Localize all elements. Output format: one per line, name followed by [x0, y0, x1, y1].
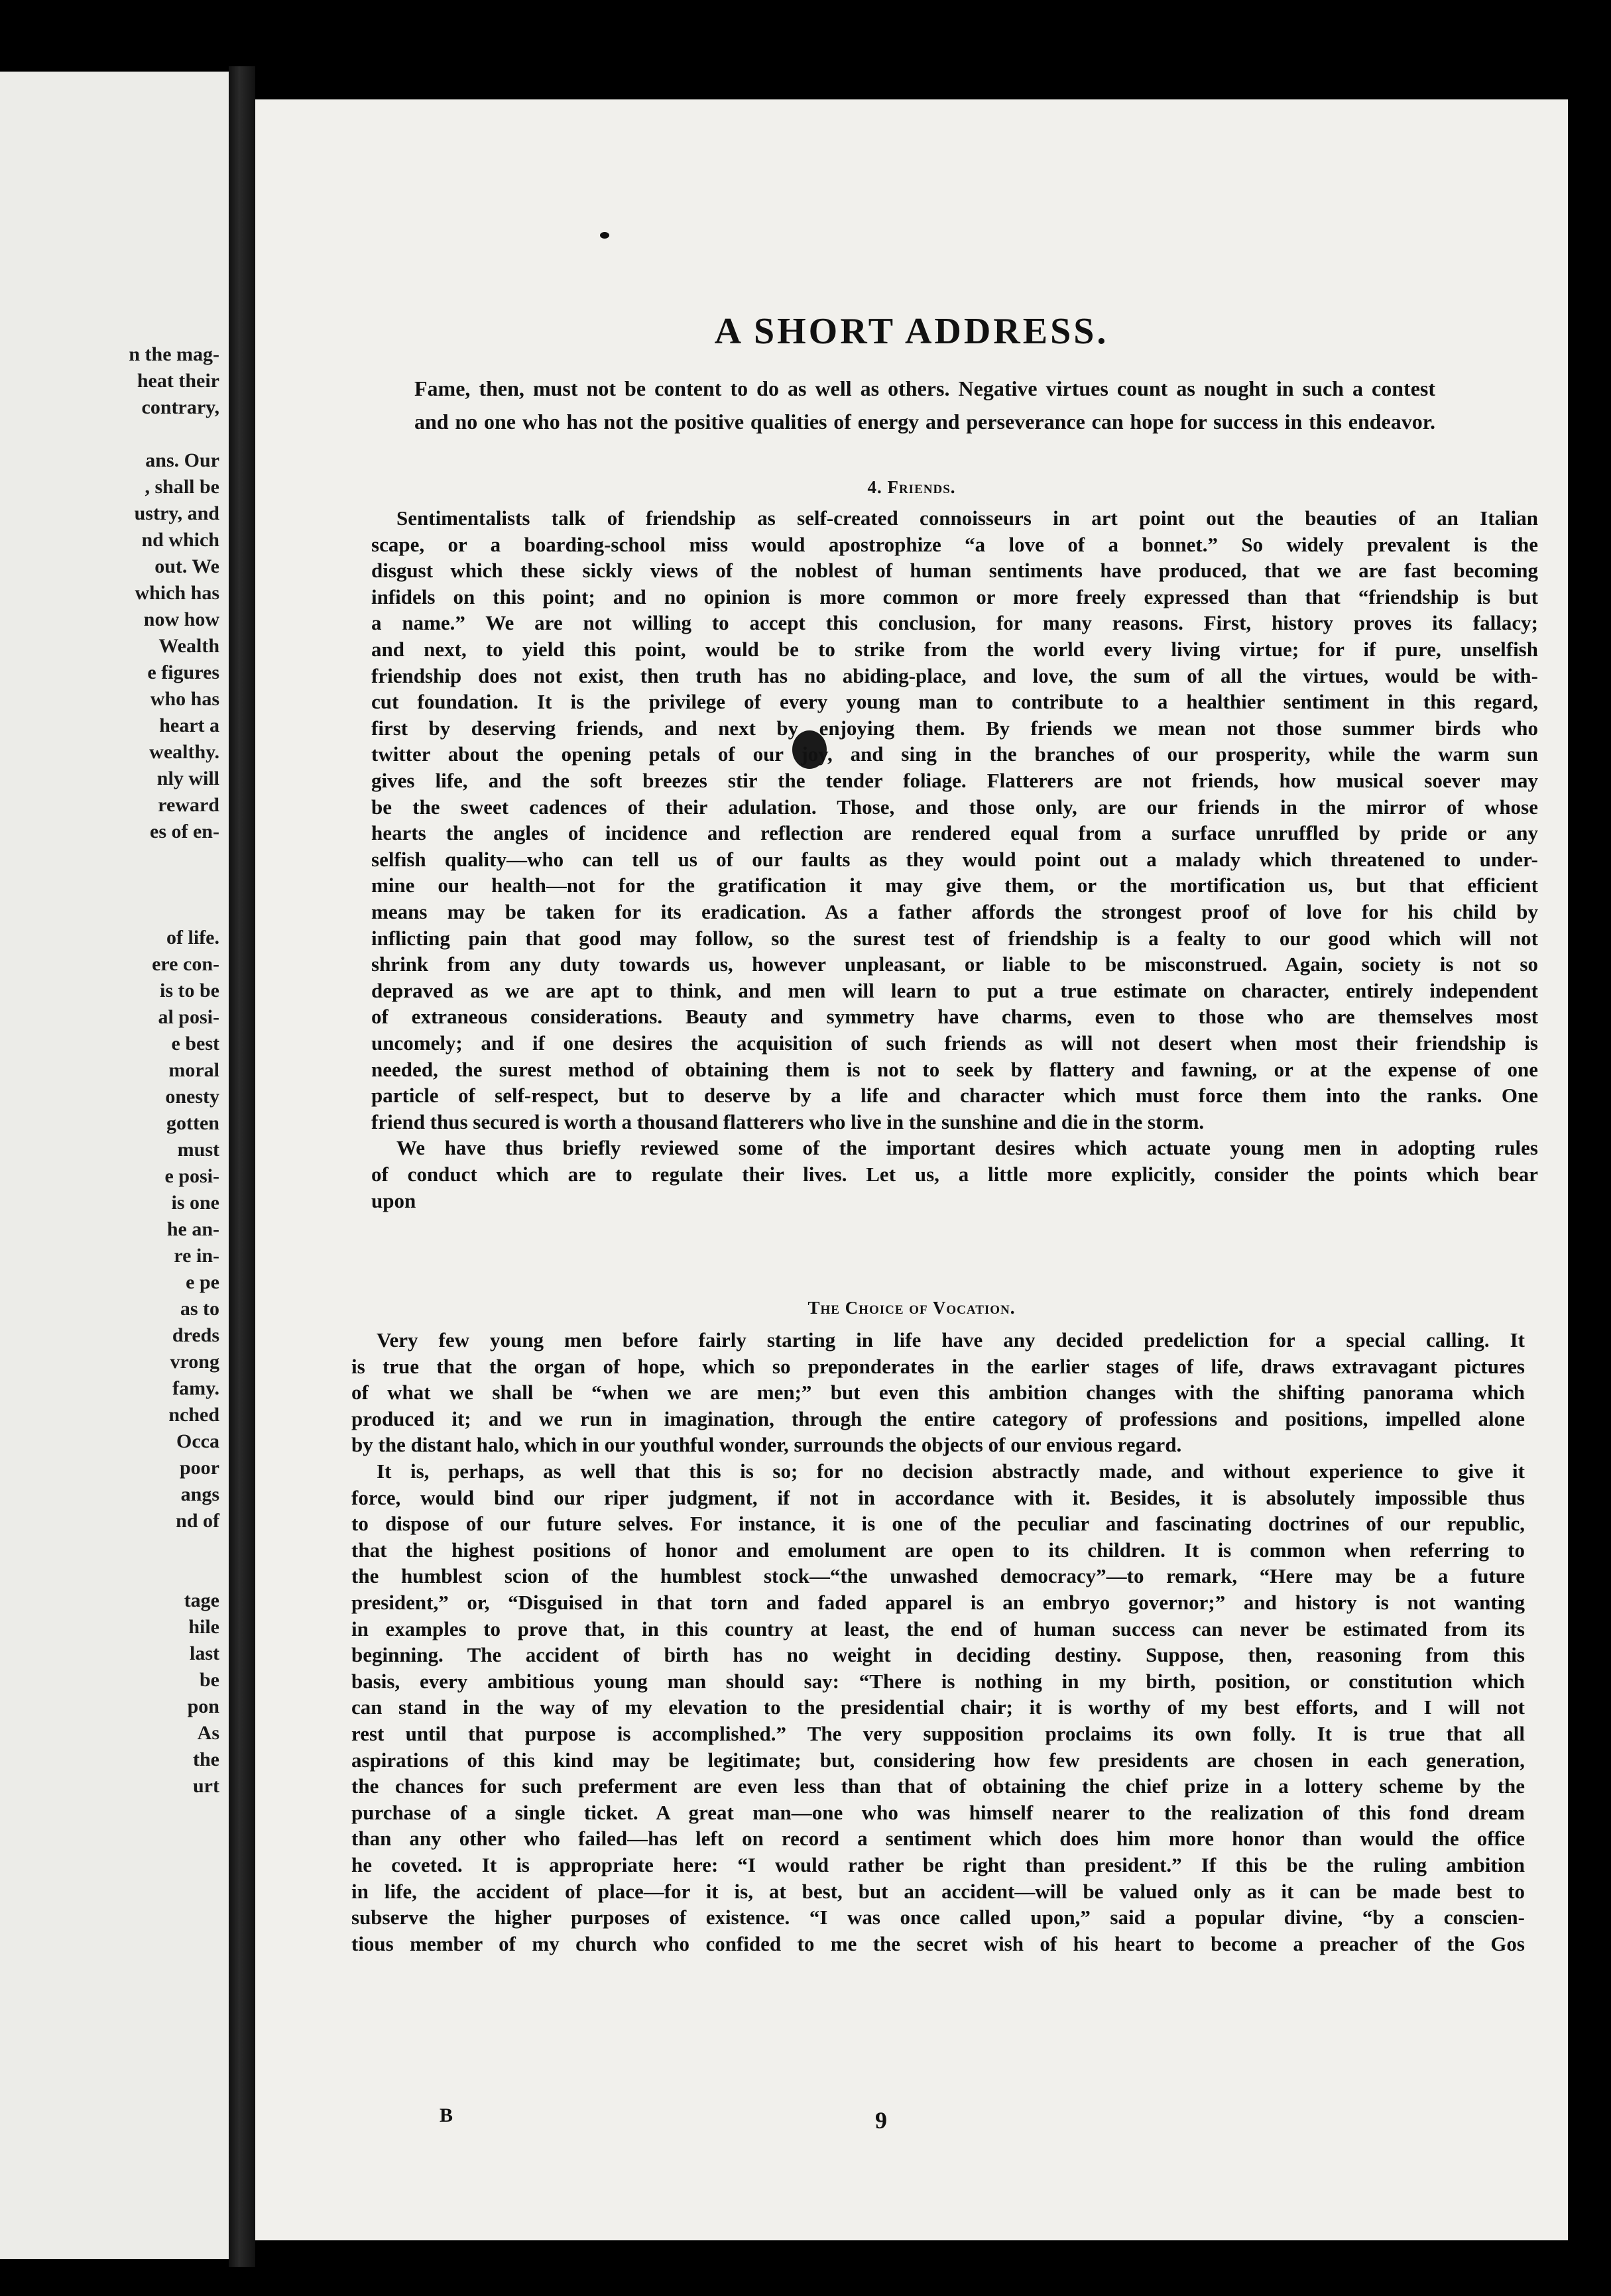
facing-page-line: vrong — [170, 1351, 219, 1373]
text-line: mine our health—not for the gratification it may give them, or the mortification us, but that efficient — [371, 874, 1538, 897]
text-line: We have thus briefly reviewed some of the important desires which actuate young men in adopting rules — [396, 1136, 1538, 1160]
facing-page-line: Occa — [176, 1430, 219, 1452]
text-line: inflicting pain that good may follow, so the surest test of friendship is a fealty to our good which will not — [371, 926, 1538, 950]
text-line: means may be taken for its eradication. As a father affords the strongest proof of love for his child by — [371, 900, 1538, 923]
text-line: friendship does not exist, then truth has no abiding-place, and love, the sum of all the virtues, would be with- — [371, 663, 1538, 687]
text-line: Very few young men before fairly starting in life have any decided predeliction for a special calling. It — [377, 1328, 1525, 1351]
text-line: in life, the accident of place—for it is, at best, but an accident—will be valued only as it can be made best to — [351, 1879, 1525, 1903]
text-line: be the sweet cadences of their adulation. Those, and those only, are our friends in the mirror of whose — [371, 795, 1538, 819]
text-line: friend thus secured is worth a thousand flatterers who live in the sunshine and die in the storm. — [371, 1110, 1205, 1133]
text-line: beginning. The accident of birth has no weight in deciding destiny. Suppose, then, reasoning from this — [351, 1643, 1525, 1667]
facing-page-line: now how — [143, 608, 219, 630]
text-line: produced it; and we run in imagination, through the entire category of professions and positions, impelled alone — [351, 1406, 1525, 1430]
facing-page-line: As — [197, 1722, 219, 1744]
printer-ornament — [600, 232, 609, 239]
text-line: selfish quality—who can tell us of our faults as they would point out a malady which threatened to under- — [371, 847, 1538, 871]
facing-page-line: nched — [168, 1404, 219, 1426]
facing-page-line: es of en- — [150, 821, 219, 842]
text-line: Sentimentalists talk of friendship as self-created connoisseurs in art point out the beauties of an Italian — [396, 506, 1538, 530]
facing-page-line: famy. — [172, 1377, 219, 1399]
facing-page-line: , shall be — [145, 476, 219, 498]
text-line: by the distant halo, which in our youthful wonder, surrounds the objects of our envious regard. — [351, 1433, 1182, 1457]
facing-page-line: who has — [150, 688, 219, 710]
text-line: that the highest positions of honor and emolument are open to its children. It is common when referring to — [351, 1538, 1525, 1562]
text-line: subserve the higher purposes of existence. “I was once called upon,” said a popular divine, “by a conscien- — [351, 1906, 1525, 1929]
text-line: to dispose of our future selves. For instance, it is one of the peculiar and fascinating doctrines of our republic, — [351, 1512, 1525, 1536]
section-heading: The Choice of Vocation. — [807, 1298, 1016, 1318]
facing-page-line: hile — [188, 1616, 219, 1638]
facing-page-line: must — [177, 1139, 219, 1161]
facing-page-line: nd which — [141, 529, 219, 551]
page-number: 9 — [875, 2107, 887, 2134]
book-gutter — [229, 66, 255, 2267]
text-line: shrink from any duty towards us, however unpleasant, or liable to be misconstrued. Again, society is not so — [371, 952, 1538, 976]
facing-page-line: e posi- — [164, 1165, 219, 1187]
facing-page-line: last — [190, 1642, 219, 1664]
facing-page-line: poor — [180, 1457, 219, 1479]
facing-page-line: n the mag- — [129, 343, 219, 365]
text-line: needed, the surest method of obtaining them is not to seek by flattery and fawning, or at the expense of one — [371, 1057, 1538, 1081]
facing-page-line: nd of — [176, 1510, 219, 1532]
text-line: a name.” We are not willing to accept this conclusion, for many reasons. First, history proves its fallacy; — [371, 611, 1538, 635]
book-page — [255, 99, 1568, 2240]
facing-page-line: onesty — [165, 1086, 219, 1108]
facing-page-line: al posi- — [158, 1006, 219, 1028]
text-line: gives life, and the soft breezes stir the tender foliage. Flatterers are not friends, how musical soever may — [371, 769, 1538, 792]
facing-page-line: e best — [171, 1033, 219, 1055]
facing-page-line: re in- — [174, 1245, 219, 1267]
text-line: in examples to prove that, in this country at least, the end of human success can never be estimated from its — [351, 1617, 1525, 1640]
facing-page-line: e figures — [147, 661, 219, 683]
facing-page-line: ere con- — [152, 953, 219, 975]
facing-page-line: e pe — [186, 1271, 219, 1293]
text-line: basis, every ambitious young man should say: “There is nothing in my birth, position, or constitution which — [351, 1669, 1525, 1693]
facing-page-line: angs — [180, 1483, 219, 1505]
text-line: the chances for such preferment are even less than that of obtaining the chief prize in a lottery scheme by the — [351, 1774, 1525, 1798]
text-line: It is, perhaps, as well that this is so; for no decision abstractly made, and without experience to give it — [377, 1460, 1525, 1483]
facing-page-line: wealthy. — [149, 741, 219, 763]
text-line: he coveted. It is appropriate here: “I would rather be right than president.” If this be the ruling ambition — [351, 1853, 1525, 1876]
text-line: is true that the organ of hope, which so preponderates in the earlier stages of life, draws extravagant pictures — [351, 1354, 1525, 1378]
facing-page-line: moral — [168, 1059, 219, 1081]
facing-page-line: pon — [187, 1695, 219, 1717]
text-line: uncomely; and if one desires the acquisition of such friends as will not desert when most their friendship is — [371, 1031, 1538, 1055]
facing-page-line: is to be — [160, 980, 219, 1002]
text-line: disgust which these sickly views of the noblest of human sentiments have produced, that we are fast becoming — [371, 559, 1538, 583]
intro-line: Fame, then, must not be content to do as well as others. Negative virtues count as nought in such a contest — [414, 376, 1435, 400]
facing-page-line: heart a — [159, 715, 219, 736]
text-line: the humblest scion of the humblest stock—“the unwashed democracy”—to remark, “Here may be a future — [351, 1564, 1525, 1588]
text-line: president,” or, “Disguised in that torn and faded apparel is an embryo governor;” and history is not wanting — [351, 1591, 1525, 1614]
intro-line: and no one who has not the positive qualities of energy and perseverance can hope for success in this endeavor. — [414, 410, 1435, 433]
facing-page-line: ans. Our — [145, 449, 219, 471]
text-line: rest until that purpose is accomplished.” The very supposition proclaims its own folly. It is true that all — [351, 1722, 1525, 1745]
facing-page-line: as to — [180, 1298, 219, 1320]
text-line: of extraneous considerations. Beauty and symmetry have charms, even to those who are themselves most — [371, 1005, 1538, 1029]
text-line: of conduct which are to regulate their lives. Let us, a little more explicitly, consider the points which bear — [371, 1163, 1538, 1186]
facing-page-line: nly will — [156, 768, 219, 789]
facing-page-fragment — [0, 72, 229, 2259]
text-line: hearts the angles of incidence and reflection are rendered equal from a surface unruffled by pride or any — [371, 821, 1538, 845]
facing-page-line: of life. — [166, 927, 219, 948]
text-line: of what we shall be “when we are men;” but even this ambition changes with the shifting panorama which — [351, 1381, 1525, 1405]
text-line: than any other who failed—has left on record a sentiment which does him more honor than would the office — [351, 1827, 1525, 1851]
facing-page-line: which has — [135, 582, 219, 604]
text-line: can stand in the way of my elevation to the presidential chair; it is worthy of my best efforts, and I will not — [351, 1695, 1525, 1719]
text-line: infidels on this point; and no opinion is more common or more freely expressed than that “friendship is but — [371, 585, 1538, 608]
facing-page-line: reward — [158, 794, 219, 816]
section-heading: 4. Friends. — [867, 477, 956, 497]
facing-page-line: ustry, and — [134, 502, 219, 524]
text-line: particle of self-respect, but to deserve by a life and character which must force them into the ranks. One — [371, 1084, 1538, 1108]
facing-page-line: urt — [193, 1775, 219, 1797]
facing-page-line: contrary, — [141, 396, 219, 418]
facing-page-line: Wealth — [158, 635, 219, 657]
signature-mark: B — [440, 2104, 453, 2126]
text-line: depraved as we are apt to think, and men will learn to put a true estimate on character, entirely independent — [371, 978, 1538, 1002]
facing-page-line: tage — [184, 1589, 219, 1611]
text-line: purchase of a single ticket. A great man—one who was himself nearer to the realization of this fond dream — [351, 1800, 1525, 1824]
facing-page-line: heat their — [137, 370, 219, 392]
facing-page-line: out. We — [154, 555, 219, 577]
page-title: A SHORT ADDRESS. — [714, 311, 1109, 352]
facing-page-line: he an- — [166, 1218, 219, 1240]
facing-page-line: the — [193, 1749, 219, 1770]
text-line: twitter about the opening petals of our joy, and sing in the branches of our prosperity, while the warm sun — [371, 742, 1538, 766]
text-line: first by deserving friends, and next by enjoying them. By friends we mean not those summer birds who — [371, 716, 1538, 740]
text-line: and next, to yield this point, would be to strike from the world every living virtue; for if pure, unselfish — [371, 638, 1538, 661]
text-line: upon — [371, 1188, 416, 1212]
text-line: force, would bind our riper judgment, if not in accordance with it. Besides, it is absolutely impossible thus — [351, 1485, 1525, 1509]
facing-page-line: dreds — [172, 1324, 219, 1346]
facing-page-line: is one — [171, 1192, 219, 1214]
text-line: aspirations of this kind may be legitimate; but, considering how few presidents are chosen in each generation, — [351, 1748, 1525, 1772]
text-line: tious member of my church who confided to me the secret wish of his heart to become a preacher of the Gos — [351, 1931, 1525, 1955]
text-line: cut foundation. It is the privilege of every young man to contribute to a healthier sentiment in this regard, — [371, 690, 1538, 714]
facing-page-line: be — [200, 1669, 219, 1691]
text-line: scape, or a boarding-school miss would apostrophize “a love of a bonnet.” So widely prevalent is the — [371, 532, 1538, 556]
facing-page-line: gotten — [166, 1112, 219, 1134]
